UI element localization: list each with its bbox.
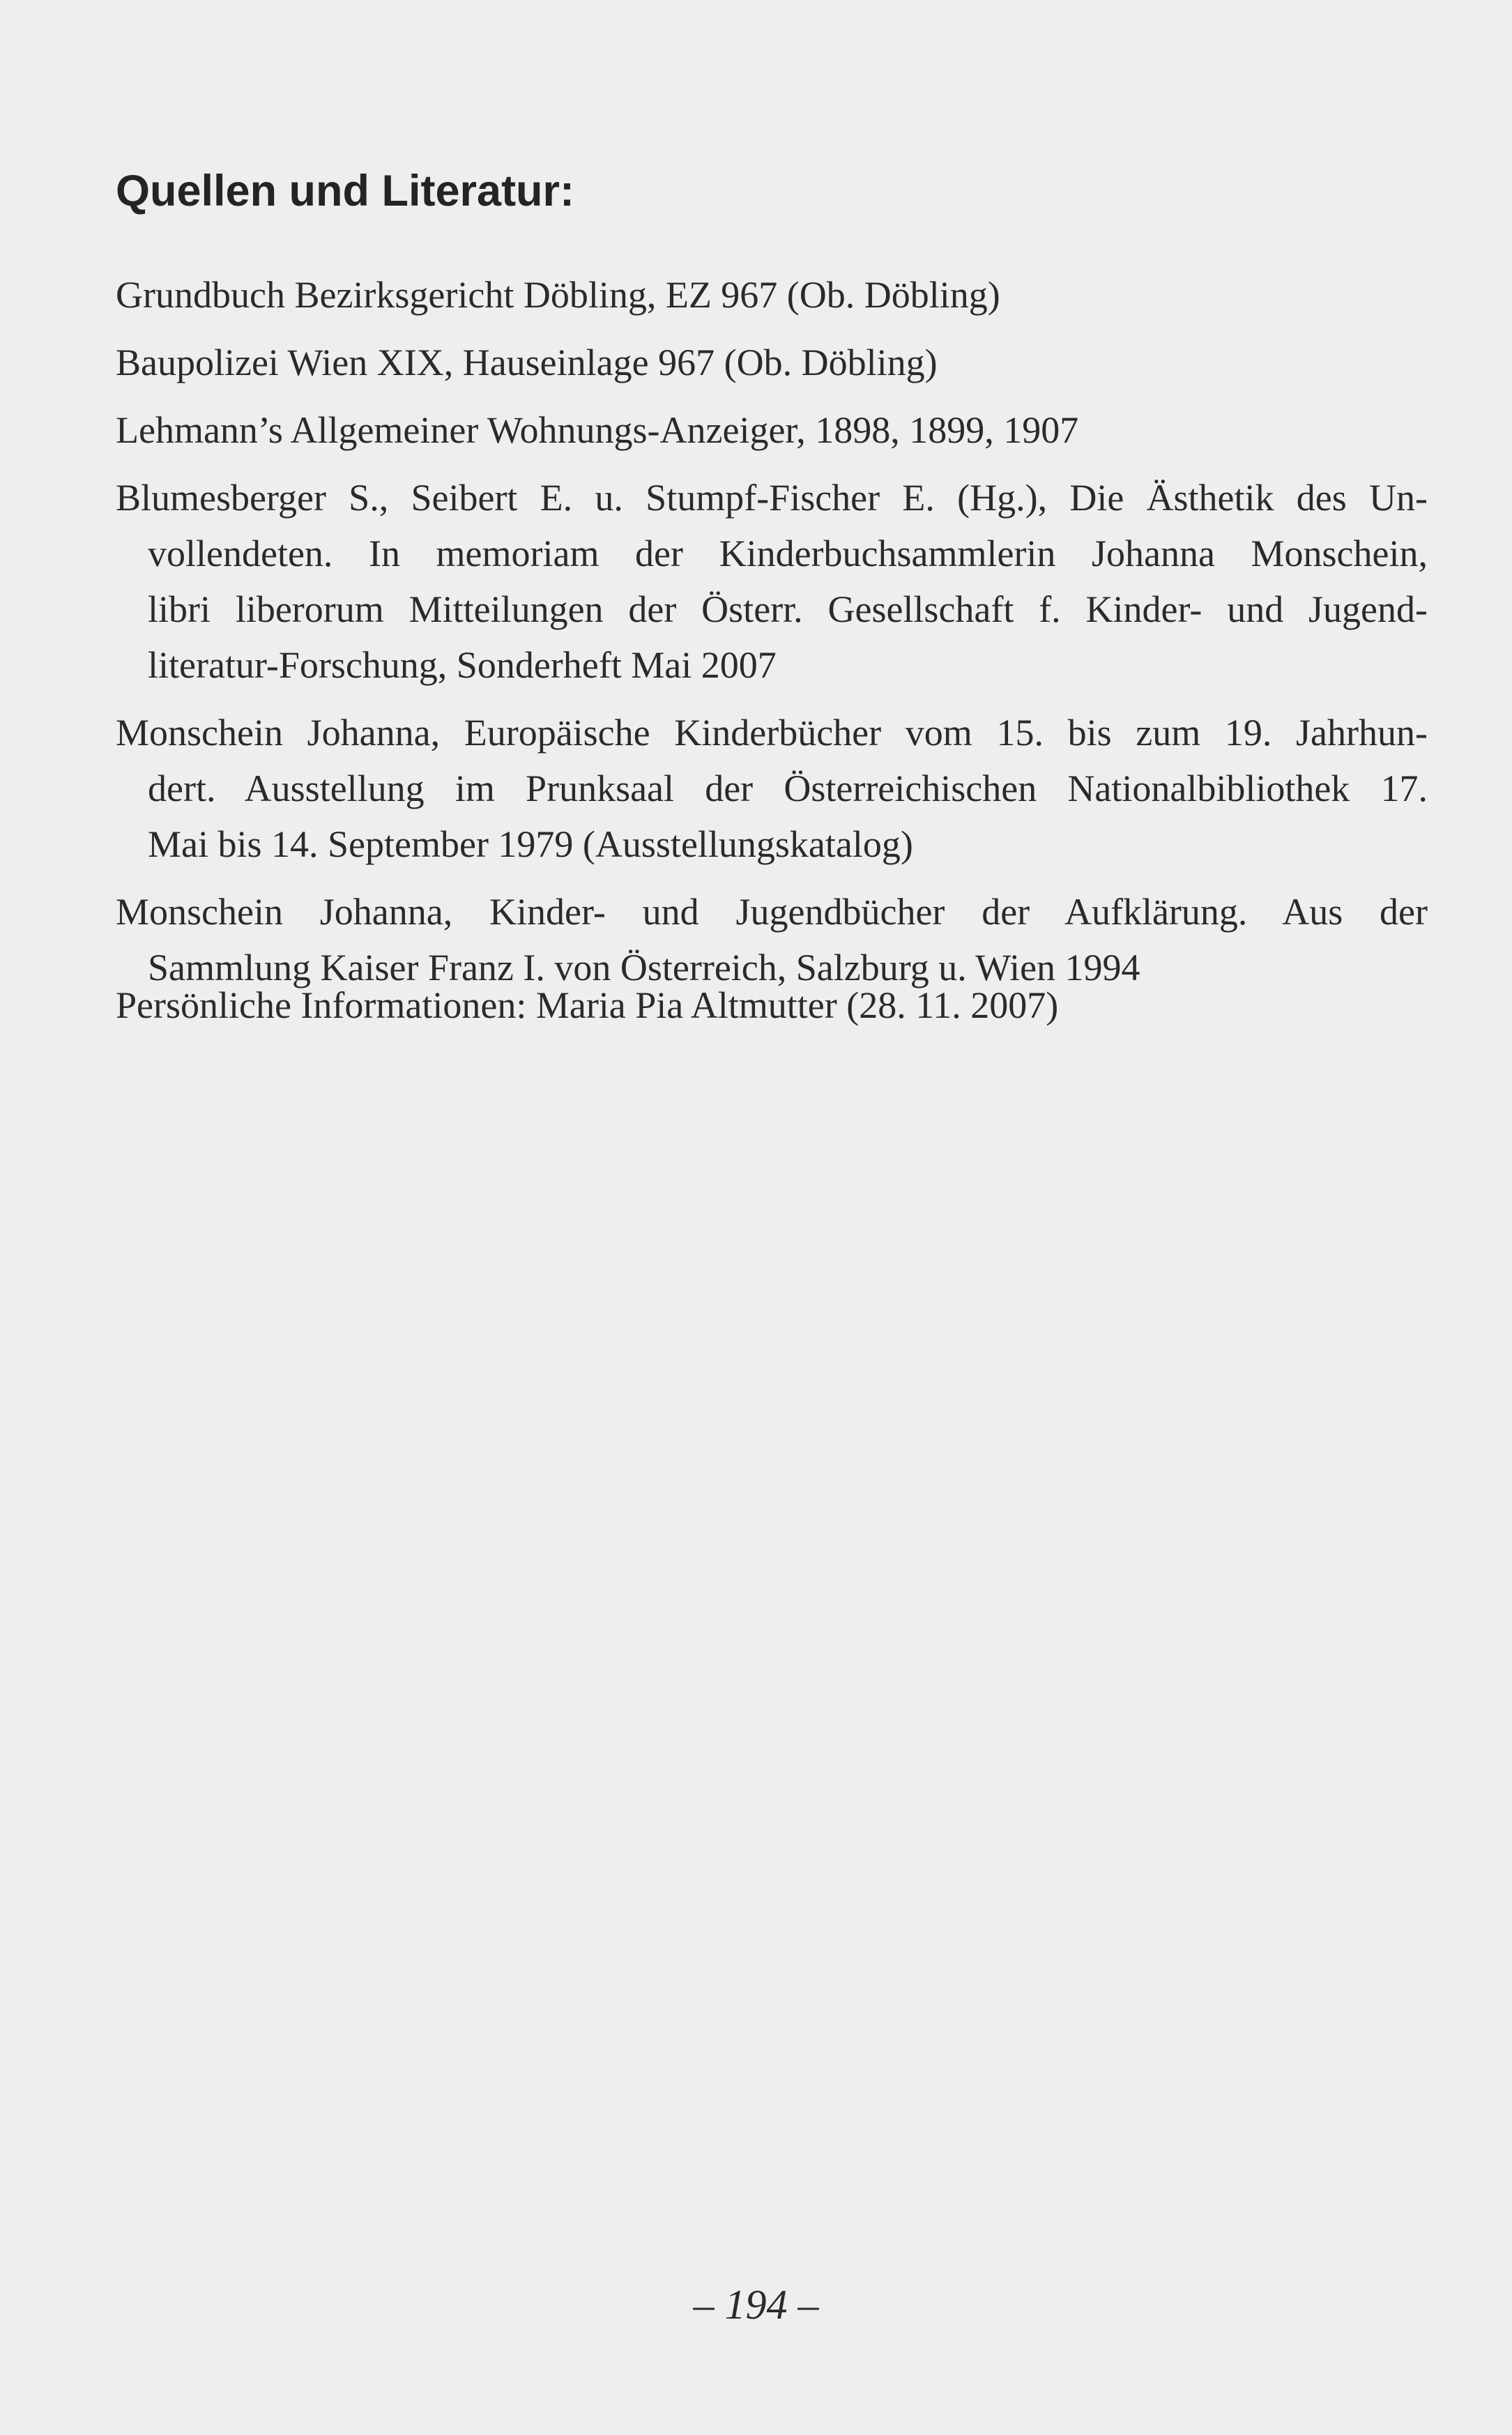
entry-line: Sammlung Kaiser Franz I. von Österreich, Salzburg u. Wien 1994 <box>148 947 1140 988</box>
bibliography-list <box>116 267 1428 1007</box>
entry-line: Baupolizei Wien XIX, Hauseinlage 967 (Ob. Döbling) <box>116 342 938 383</box>
entry-line: dert. Ausstellung im Prunksaal der Österreichischen Nationalbibliothek 17. <box>148 768 1428 809</box>
entry-line: Lehmann’s Allgemeiner Wohnungs-Anzeiger, 1898, 1899, 1907 <box>116 409 1079 451</box>
entry-line: literatur-Forschung, Sonderheft Mai 2007 <box>148 644 777 686</box>
entry-line: Monschein Johanna, Europäische Kinderbücher vom 15. bis zum 19. Jahrhun- <box>116 712 1428 754</box>
entry-line: Monschein Johanna, Kinder- und Jugendbücher der Aufklärung. Aus der <box>116 891 1428 933</box>
bibliography-entry <box>116 402 1428 458</box>
entry-line: Mai bis 14. September 1979 (Ausstellungskatalog) <box>148 823 913 865</box>
bibliography-entry <box>116 705 1428 872</box>
bibliography-entry <box>116 470 1428 693</box>
bibliography-entry <box>116 267 1428 323</box>
entry-line: Grundbuch Bezirksgericht Döbling, EZ 967 (Ob. Döbling) <box>116 274 1000 316</box>
entry-line: vollendeten. In memoriam der Kinderbuchsammlerin Johanna Monschein, <box>148 533 1428 574</box>
section-heading: Quellen und Literatur: <box>116 167 575 215</box>
bibliography-entry <box>116 335 1428 390</box>
entry-line: libri liberorum Mitteilungen der Österr. Gesellschaft f. Kinder- und Jugend- <box>148 588 1428 630</box>
entry-line: Blumesberger S., Seibert E. u. Stumpf-Fischer E. (Hg.), Die Ästhetik des Un- <box>116 477 1428 519</box>
page-number: – 194 – <box>693 2282 819 2328</box>
personal-information-note: Persönliche Informationen: Maria Pia Altmutter (28. 11. 2007) <box>116 984 1059 1026</box>
